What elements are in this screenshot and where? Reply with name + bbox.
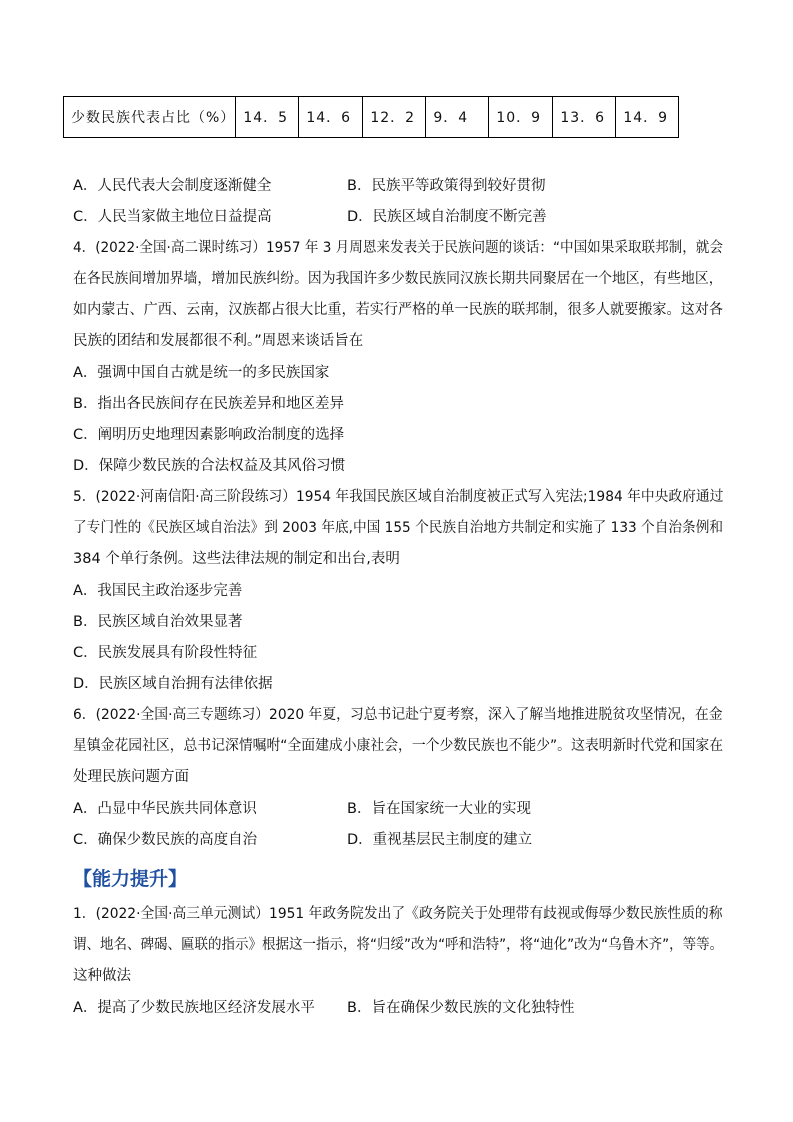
q5-option-a: A．我国民主政治逐步完善 xyxy=(73,583,243,599)
q3-option-b: B．民族平等政策得到较好贯彻 xyxy=(347,178,546,194)
table-cell: 14．9 xyxy=(616,97,679,138)
table-row-label: 少数民族代表占比（%） xyxy=(64,97,236,138)
q5-option-b: B．民族区域自治效果显著 xyxy=(73,614,243,630)
q4-stem-line: 在各民族间增加界墙，增加民族纠纷。因为我国许多少数民族同汉族长期共同聚居在一个地区，有些地区， xyxy=(73,271,723,287)
p1-stem-line: 1．(2022·全国·高三单元测试）1951 年政务院发出了《政务院关于处理带有歧视或侮辱少数民族性质的称 xyxy=(73,906,723,922)
table-cell: 10．9 xyxy=(489,97,553,138)
q6-stem-line: 星镇金花园社区，总书记深情嘱咐“全面建成小康社会，一个少数民族也不能少”。这表明新时代党和国家在 xyxy=(73,738,724,754)
q6-option-a: A．凸显中华民族共同体意识 xyxy=(73,801,257,817)
q4-option-d: D．保障少数民族的合法权益及其风俗习惯 xyxy=(73,458,346,474)
q4-stem-line: 民族的团结和发展都很不利。”周恩来谈话旨在 xyxy=(73,333,364,349)
q4-option-b: B．指出各民族间存在民族差异和地区差异 xyxy=(73,396,344,412)
q4-option-c: C．阐明历史地理因素影响政治制度的选择 xyxy=(73,427,345,443)
q5-stem-line: 5．(2022·河南信阳·高三阶段练习）1954 年我国民族区域自治制度被正式写入宪法;1984 年中央政府通过 xyxy=(73,489,724,505)
table-cell: 9．4 xyxy=(426,97,489,138)
q6-option-c: C．确保少数民族的高度自治 xyxy=(73,832,258,848)
q5-stem-line: 了专门性的《民族区域自治法》到 2003 年底,中国 155 个民族自治地方共制定和实施了 133 个自治条例和 xyxy=(73,520,724,536)
q4-option-a: A．强调中国自古就是统一的多民族国家 xyxy=(73,365,330,381)
table-cell: 14．6 xyxy=(299,97,363,138)
q6-stem-line: 处理民族问题方面 xyxy=(73,769,189,785)
q6-option-b: B．旨在国家统一大业的实现 xyxy=(347,801,531,817)
p1-option-a: A．提高了少数民族地区经济发展水平 xyxy=(73,1000,315,1016)
q4-stem-line: 4．(2022·全国·高二课时练习）1957 年 3 月周恩来发表关于民族问题的谈话：“中国如果采取联邦制，就会 xyxy=(73,240,723,256)
minority-representation-table xyxy=(63,96,679,138)
q6-option-d: D．重视基层民主制度的建立 xyxy=(347,832,533,848)
q6-stem-line: 6．(2022·全国·高三专题练习）2020 年夏，习总书记赴宁夏考察，深入了解当地推进脱贫攻坚情况，在金 xyxy=(73,707,723,723)
q5-stem-line: 384 个单行条例。这些法律法规的制定和出台,表明 xyxy=(73,551,400,567)
q5-option-c: C．民族发展具有阶段性特征 xyxy=(73,645,258,661)
table-cell: 14．5 xyxy=(236,97,299,138)
p1-option-b: B．旨在确保少数民族的文化独特性 xyxy=(347,1000,575,1016)
q3-option-c: C．人民当家做主地位日益提高 xyxy=(73,209,272,225)
table-row xyxy=(64,97,679,138)
q4-stem-line: 如内蒙古、广西、云南，汉族都占很大比重，若实行严格的单一民族的联邦制，很多人就要搬家。这对各 xyxy=(73,302,723,318)
q3-option-a: A．人民代表大会制度逐渐健全 xyxy=(73,178,272,194)
q3-option-d: D．民族区域自治制度不断完善 xyxy=(347,209,547,225)
p1-stem-line: 这种做法 xyxy=(73,968,131,984)
section-title: 【能力提升】 xyxy=(73,868,188,890)
table-cell: 12．2 xyxy=(363,97,426,138)
q5-option-d: D．民族区域自治拥有法律依据 xyxy=(73,676,273,692)
p1-stem-line: 谓、地名、碑碣、匾联的指示》根据这一指示，将“归绥”改为“呼和浩特”，将“迪化”改为“乌鲁木齐”，等等。 xyxy=(73,937,724,953)
table-cell: 13．6 xyxy=(553,97,616,138)
